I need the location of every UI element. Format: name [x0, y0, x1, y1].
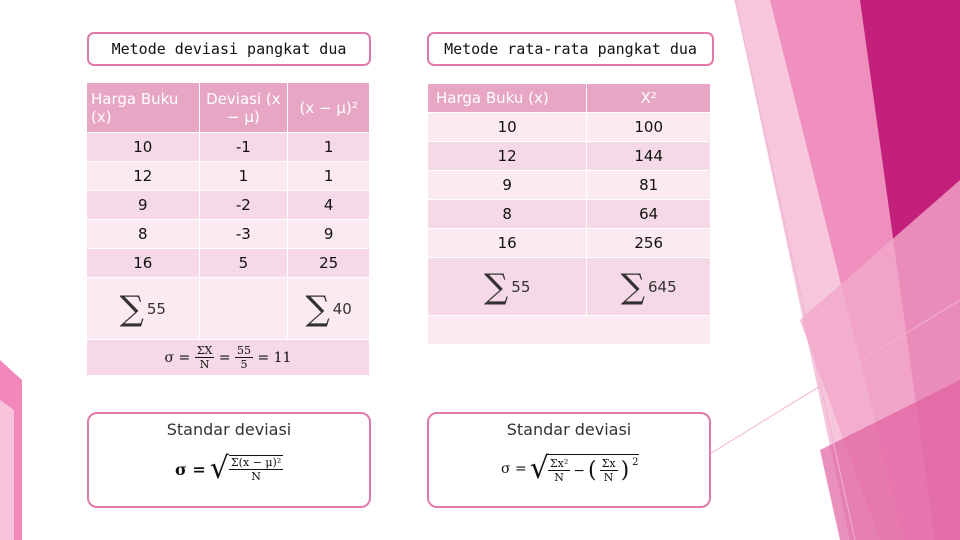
formula-right-num2: Σx: [601, 457, 616, 470]
sigma-lhs: σ =: [164, 349, 191, 366]
sum-symbol: ∑: [119, 288, 144, 329]
formula-right-expression: σ = √ $\frac{\text{Σx²}}{N}$ − ( $\frac{\Sigma x}{N}$ ) $^2$: [501, 451, 639, 486]
table-row: [87, 191, 370, 220]
table-row: [428, 200, 711, 229]
table-cell: 1: [199, 162, 288, 191]
frac-den: N: [199, 358, 210, 371]
formula-left-num: Σ(x − μ)²: [230, 456, 282, 469]
right-sum-value-2: 645: [648, 277, 677, 296]
left-sum-cell-3: [288, 278, 370, 340]
right-header-x2: X²: [587, 84, 711, 113]
table-cell: 8: [87, 220, 200, 249]
sum-symbol: ∑: [305, 288, 330, 329]
right-sum-value-1: 55: [511, 277, 531, 296]
table-cell: 12: [428, 142, 587, 171]
formula-right-den2: N: [603, 471, 614, 484]
table-row: [428, 229, 711, 258]
table-cell: 9: [428, 171, 587, 200]
sum-symbol: ∑: [620, 266, 645, 307]
table-cell: -3: [199, 220, 288, 249]
sigma-eq: =: [218, 349, 231, 366]
table-cell: 9: [87, 191, 200, 220]
table-cell: 12: [87, 162, 200, 191]
formula-right-exp: 2: [632, 457, 639, 468]
table-cell: 256: [587, 229, 711, 258]
table-row: [87, 162, 370, 191]
left-sum-cell-2: [199, 278, 288, 340]
frac-num: ΣX: [196, 344, 213, 357]
formula-right-lhs: σ =: [501, 461, 527, 477]
right-title: [427, 32, 714, 66]
formula-left-expression: [175, 451, 283, 486]
table-cell: 1: [288, 133, 370, 162]
sigma-result: = 11: [257, 349, 292, 366]
table-cell: 5: [199, 249, 288, 278]
formula-left-lhs: σ =: [175, 459, 206, 479]
formula-right-title: Standar deviasi: [506, 420, 632, 439]
formula-right-minus: −: [573, 462, 585, 479]
table-cell: 10: [428, 113, 587, 142]
left-header-squared: (x − μ)²: [288, 83, 370, 133]
right-table: [427, 83, 711, 345]
formula-left-title: Standar deviasi: [166, 420, 292, 439]
table-cell: 25: [288, 249, 370, 278]
table-cell: 8: [428, 200, 587, 229]
table-cell: 10: [87, 133, 200, 162]
formula-left-den: N: [251, 470, 261, 483]
left-table: [86, 82, 370, 376]
sqrt-icon: √: [209, 451, 229, 486]
table-cell: 16: [428, 229, 587, 258]
table-cell: [428, 316, 711, 345]
left-title-text: Metode deviasi pangkat dua: [111, 40, 347, 58]
table-row: [87, 249, 370, 278]
table-row: [428, 171, 711, 200]
formula-right-den1: N: [554, 471, 564, 484]
table-cell: -2: [199, 191, 288, 220]
sqrt-icon: √: [529, 451, 549, 486]
left-sum-row: [87, 278, 370, 340]
right-empty-row: [428, 316, 711, 345]
table-cell: 64: [587, 200, 711, 229]
table-cell: 81: [587, 171, 711, 200]
left-sum-value-1: 55: [146, 299, 166, 318]
table-cell: 9: [288, 220, 370, 249]
table-row: [87, 133, 370, 162]
table-cell: 1: [288, 162, 370, 191]
left-sum-value-3: 40: [332, 299, 352, 318]
right-title-text: Metode rata-rata pangkat dua: [444, 40, 697, 58]
right-sum-cell-1: [428, 258, 587, 316]
right-sum-row: [428, 258, 711, 316]
left-header-harga: Harga Buku (x): [87, 83, 200, 133]
right-header-harga: Harga Buku (x): [428, 84, 587, 113]
right-sum-cell-2: [587, 258, 711, 316]
sum-symbol: ∑: [484, 266, 509, 307]
table-row: [428, 113, 711, 142]
table-cell: 100: [587, 113, 711, 142]
frac-den2: 5: [240, 358, 248, 371]
table-cell: 144: [587, 142, 711, 171]
formula-box-right: [427, 412, 711, 508]
table-cell: 4: [288, 191, 370, 220]
table-cell: -1: [199, 133, 288, 162]
left-table-header-row: [87, 83, 370, 133]
left-sigma-row: [87, 340, 370, 376]
table-cell: 16: [87, 249, 200, 278]
frac-num2: 55: [237, 344, 251, 357]
formula-right-num1: Σx²: [549, 457, 569, 470]
left-title: [87, 32, 371, 66]
right-table-header-row: [428, 84, 711, 113]
left-sigma-formula: [87, 340, 370, 376]
formula-box-left: [87, 412, 371, 508]
table-row: [428, 142, 711, 171]
left-header-deviasi: Deviasi (x − μ): [199, 83, 288, 133]
left-sum-cell-1: [87, 278, 200, 340]
table-row: [87, 220, 370, 249]
